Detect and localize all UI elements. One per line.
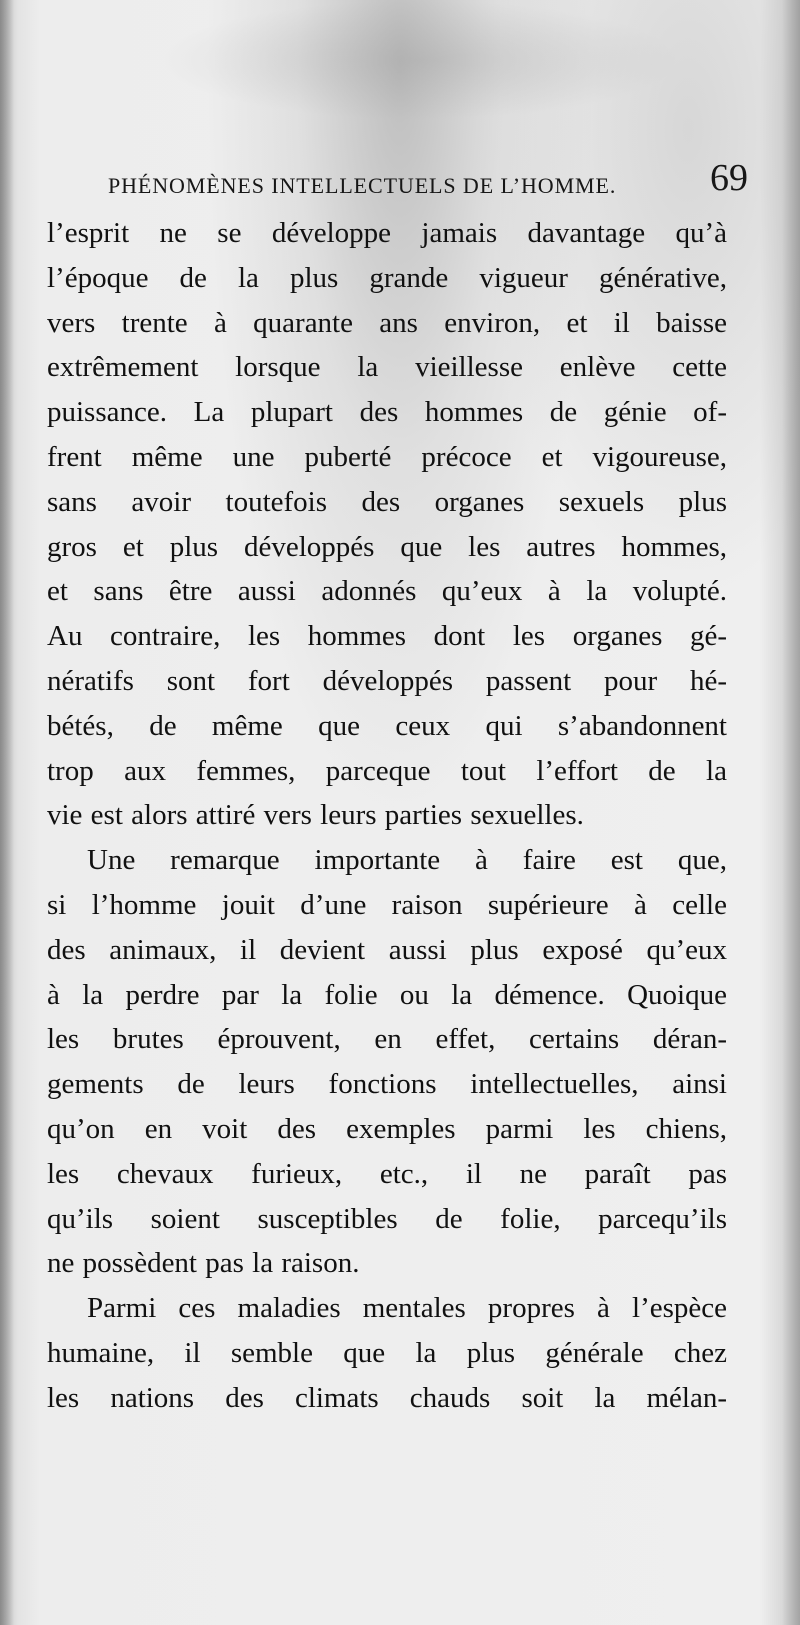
text-line: humaine, il semble que la plus générale chez: [47, 1336, 727, 1369]
paragraph-3: [47, 1286, 727, 1420]
text-line: qu’ils soient susceptibles de folie, parcequ’ils: [47, 1202, 727, 1235]
text-line: extrêmement lorsque la vieillesse enlève cette: [47, 351, 727, 384]
text-line: et sans être aussi adonnés qu’eux à la volupté.: [47, 575, 727, 608]
text-line: bétés, de même que ceux qui s’abandonnent: [47, 709, 727, 742]
text-line: l’esprit ne se développe jamais davantage qu’à: [47, 217, 727, 249]
text-line: si l’homme jouit d’une raison supérieure à celle: [47, 888, 727, 921]
text-line: gros et plus développés que les autres hommes,: [47, 530, 727, 563]
text-line: des animaux, il devient aussi plus exposé qu’eux: [47, 933, 727, 966]
text-line: gements de leurs fonctions intellectuelles, ainsi: [47, 1068, 727, 1101]
text-line: nératifs sont fort développés passent pour hé-: [47, 664, 727, 697]
running-head: PHÉNOMÈNES INTELLECTUELS DE L’HOMME.: [108, 173, 617, 198]
text-line: puissance. La plupart des hommes de génie of-: [47, 396, 727, 429]
text-line: frent même une puberté précoce et vigoureuse,: [47, 440, 727, 473]
text-line: l’époque de la plus grande vigueur générative,: [47, 261, 727, 294]
page-number: 69: [710, 157, 748, 199]
text-line: à la perdre par la folie ou la démence. Quoique: [47, 978, 727, 1011]
paragraph-1: [47, 211, 727, 838]
paragraph-2: [47, 838, 727, 1286]
text-line: vie est alors attiré vers leurs parties sexuelles.: [47, 799, 584, 832]
page-header: [108, 159, 748, 211]
text-line: les chevaux furieux, etc., il ne paraît pas: [47, 1157, 727, 1190]
page-stain: [160, 0, 680, 120]
page-body: [47, 211, 727, 1421]
text-line: vers trente à quarante ans environ, et il baisse: [47, 306, 727, 339]
text-line: Une remarque importante à faire est que,: [87, 844, 727, 877]
page-edge-shadow-right: [782, 0, 800, 1625]
text-line: sans avoir toutefois des organes sexuels plus: [47, 485, 727, 518]
text-line: ne possèdent pas la raison.: [47, 1247, 360, 1280]
text-line: qu’on en voit des exemples parmi les chiens,: [47, 1112, 727, 1145]
text-line: trop aux femmes, parceque tout l’effort de la: [47, 754, 727, 787]
text-line: Parmi ces maladies mentales propres à l’espèce: [87, 1292, 727, 1325]
text-line: les brutes éprouvent, en effet, certains déran-: [47, 1023, 727, 1056]
text-line: Au contraire, les hommes dont les organes gé-: [47, 620, 727, 653]
page-edge-shadow-left: [0, 0, 14, 1625]
text-line: les nations des climats chauds soit la mélan-: [47, 1381, 727, 1414]
